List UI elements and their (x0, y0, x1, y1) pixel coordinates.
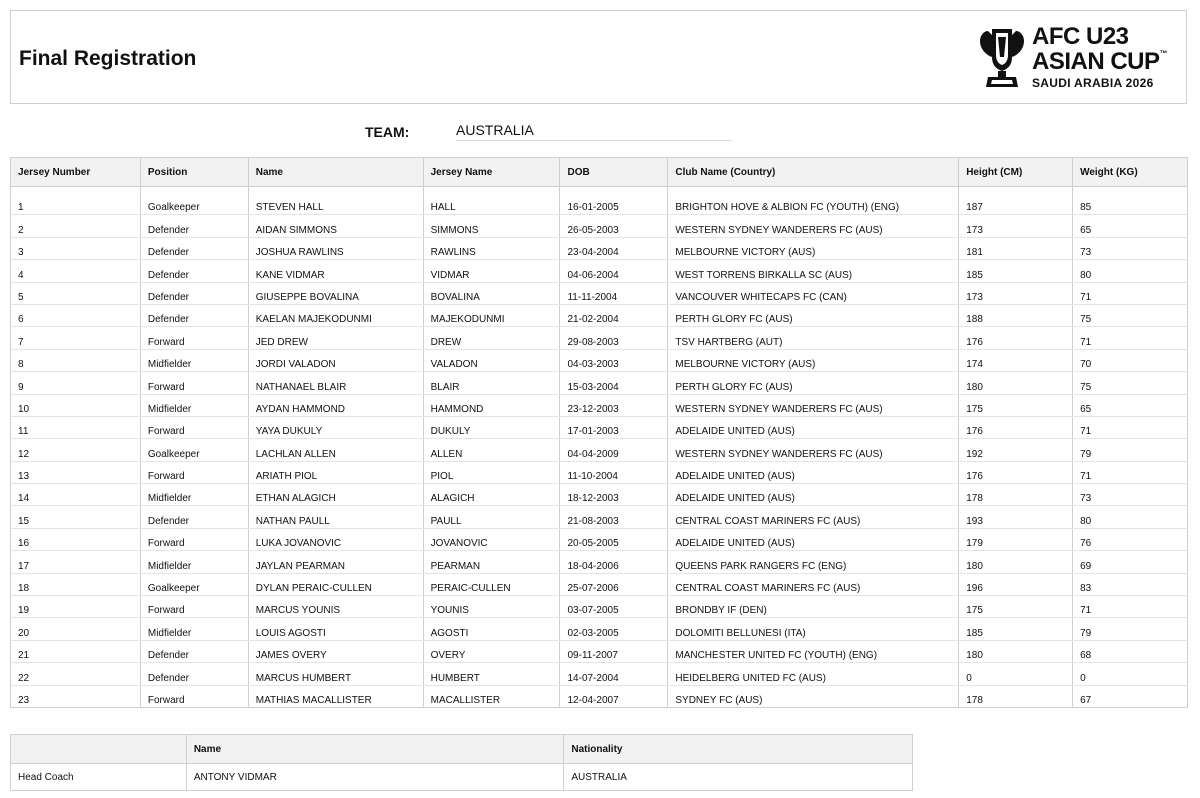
table-row (11, 304, 1188, 326)
table-cell: MAJEKODUNMI (423, 304, 560, 326)
players-column-header: Jersey Name (423, 158, 560, 187)
table-row (11, 484, 1188, 506)
table-cell: 73 (1073, 237, 1188, 259)
table-cell: WESTERN SYDNEY WANDERERS FC (AUS) (668, 215, 959, 237)
table-cell: 21 (11, 640, 141, 662)
table-cell: PERAIC-CULLEN (423, 573, 560, 595)
table-cell: 175 (959, 394, 1073, 416)
table-cell: BRIGHTON HOVE & ALBION FC (YOUTH) (ENG) (668, 187, 959, 215)
table-cell: 76 (1073, 528, 1188, 550)
players-column-header: Height (CM) (959, 158, 1073, 187)
table-cell: Goalkeeper (140, 439, 248, 461)
table-cell: 09-11-2007 (560, 640, 668, 662)
table-cell: 79 (1073, 618, 1188, 640)
table-cell: SYDNEY FC (AUS) (668, 685, 959, 707)
table-cell: VIDMAR (423, 260, 560, 282)
table-cell: LACHLAN ALLEN (248, 439, 423, 461)
table-cell: 16-01-2005 (560, 187, 668, 215)
table-row (11, 528, 1188, 550)
table-cell: LOUIS AGOSTI (248, 618, 423, 640)
table-cell: 71 (1073, 416, 1188, 438)
table-cell: 73 (1073, 484, 1188, 506)
table-cell: ALAGICH (423, 484, 560, 506)
table-cell: KANE VIDMAR (248, 260, 423, 282)
table-cell: 15-03-2004 (560, 372, 668, 394)
staff-column-header (11, 735, 187, 764)
table-cell: 23 (11, 685, 141, 707)
table-cell: AUSTRALIA (564, 764, 913, 791)
table-cell: 71 (1073, 327, 1188, 349)
table-cell: KAELAN MAJEKODUNMI (248, 304, 423, 326)
table-cell: Forward (140, 416, 248, 438)
table-cell: 180 (959, 640, 1073, 662)
table-cell: Midfielder (140, 349, 248, 371)
table-row (11, 439, 1188, 461)
team-underline (456, 140, 732, 141)
table-row (11, 260, 1188, 282)
table-cell: HUMBERT (423, 663, 560, 685)
logo-line2: ASIAN CUP (1032, 48, 1160, 75)
table-cell: JAYLAN PEARMAN (248, 551, 423, 573)
table-cell: Defender (140, 237, 248, 259)
table-cell: 03-07-2005 (560, 596, 668, 618)
table-cell: Goalkeeper (140, 573, 248, 595)
table-cell: 4 (11, 260, 141, 282)
table-cell: GIUSEPPE BOVALINA (248, 282, 423, 304)
table-cell: 176 (959, 327, 1073, 349)
table-cell: PIOL (423, 461, 560, 483)
table-cell: ADELAIDE UNITED (AUS) (668, 528, 959, 550)
table-cell: Defender (140, 282, 248, 304)
table-cell: 18 (11, 573, 141, 595)
table-cell: 11-11-2004 (560, 282, 668, 304)
table-cell: 04-04-2009 (560, 439, 668, 461)
staff-column-header: Nationality (564, 735, 913, 764)
trophy-logo-icon (974, 27, 1030, 89)
table-cell: 185 (959, 260, 1073, 282)
table-cell: 185 (959, 618, 1073, 640)
logo-tm: ™ (1159, 49, 1168, 58)
table-cell: Defender (140, 215, 248, 237)
table-cell: DOLOMITI BELLUNESI (ITA) (668, 618, 959, 640)
staff-table (10, 734, 913, 791)
table-cell: 04-03-2003 (560, 349, 668, 371)
table-cell: 75 (1073, 304, 1188, 326)
table-row (11, 596, 1188, 618)
table-cell: CENTRAL COAST MARINERS FC (AUS) (668, 506, 959, 528)
table-cell: 11-10-2004 (560, 461, 668, 483)
table-cell: 11 (11, 416, 141, 438)
table-cell: Defender (140, 260, 248, 282)
table-cell: 3 (11, 237, 141, 259)
table-cell: MANCHESTER UNITED FC (YOUTH) (ENG) (668, 640, 959, 662)
table-cell: PAULL (423, 506, 560, 528)
table-cell: AYDAN HAMMOND (248, 394, 423, 416)
table-row (11, 237, 1188, 259)
table-cell: 21-08-2003 (560, 506, 668, 528)
staff-header-row (11, 735, 913, 764)
table-cell: 196 (959, 573, 1073, 595)
table-cell: ALLEN (423, 439, 560, 461)
table-cell: 69 (1073, 551, 1188, 573)
players-column-header: Name (248, 158, 423, 187)
table-cell: 20 (11, 618, 141, 640)
table-cell: 6 (11, 304, 141, 326)
table-row (11, 282, 1188, 304)
table-row (11, 618, 1188, 640)
table-cell: 0 (959, 663, 1073, 685)
table-cell: Midfielder (140, 484, 248, 506)
table-cell: 180 (959, 551, 1073, 573)
table-row (11, 551, 1188, 573)
table-cell: Forward (140, 372, 248, 394)
table-cell: 193 (959, 506, 1073, 528)
table-cell: Midfielder (140, 394, 248, 416)
table-cell: 175 (959, 596, 1073, 618)
table-cell: Defender (140, 640, 248, 662)
players-header-row (11, 158, 1188, 187)
team-row (365, 120, 735, 142)
table-cell: 176 (959, 416, 1073, 438)
table-cell: MATHIAS MACALLISTER (248, 685, 423, 707)
table-cell: JAMES OVERY (248, 640, 423, 662)
table-cell: AGOSTI (423, 618, 560, 640)
table-cell: WESTERN SYDNEY WANDERERS FC (AUS) (668, 394, 959, 416)
table-row (11, 640, 1188, 662)
table-cell: TSV HARTBERG (AUT) (668, 327, 959, 349)
table-cell: 8 (11, 349, 141, 371)
table-cell: PERTH GLORY FC (AUS) (668, 304, 959, 326)
table-cell: WEST TORRENS BIRKALLA SC (AUS) (668, 260, 959, 282)
table-cell: 14 (11, 484, 141, 506)
table-cell: MARCUS YOUNIS (248, 596, 423, 618)
table-cell: 70 (1073, 349, 1188, 371)
tournament-logo (974, 23, 1174, 95)
table-row (11, 685, 1188, 707)
table-cell: 188 (959, 304, 1073, 326)
table-cell: 75 (1073, 372, 1188, 394)
table-cell: 15 (11, 506, 141, 528)
table-row (11, 506, 1188, 528)
table-cell: JOSHUA RAWLINS (248, 237, 423, 259)
table-cell: 68 (1073, 640, 1188, 662)
table-cell: 187 (959, 187, 1073, 215)
table-cell: 67 (1073, 685, 1188, 707)
table-cell: 23-12-2003 (560, 394, 668, 416)
table-cell: Forward (140, 685, 248, 707)
table-cell: Midfielder (140, 618, 248, 640)
table-cell: 80 (1073, 506, 1188, 528)
table-cell: DREW (423, 327, 560, 349)
table-cell: Defender (140, 663, 248, 685)
players-column-header: Weight (KG) (1073, 158, 1188, 187)
team-value: AUSTRALIA (456, 122, 534, 138)
table-row (11, 461, 1188, 483)
table-cell: JED DREW (248, 327, 423, 349)
team-label: TEAM: (365, 124, 410, 140)
table-cell: BLAIR (423, 372, 560, 394)
table-cell: 179 (959, 528, 1073, 550)
table-cell: Forward (140, 596, 248, 618)
table-cell: 10 (11, 394, 141, 416)
table-cell: 17 (11, 551, 141, 573)
table-cell: Forward (140, 461, 248, 483)
table-cell: 21-02-2004 (560, 304, 668, 326)
table-cell: 173 (959, 282, 1073, 304)
players-column-header: DOB (560, 158, 668, 187)
players-column-header: Club Name (Country) (668, 158, 959, 187)
table-cell: MARCUS HUMBERT (248, 663, 423, 685)
table-cell: ANTONY VIDMAR (186, 764, 564, 791)
table-cell: STEVEN HALL (248, 187, 423, 215)
players-body (11, 187, 1188, 708)
table-cell: RAWLINS (423, 237, 560, 259)
page-title: Final Registration (19, 47, 197, 70)
table-cell: 80 (1073, 260, 1188, 282)
table-cell: OVERY (423, 640, 560, 662)
table-cell: 65 (1073, 394, 1188, 416)
table-cell: 5 (11, 282, 141, 304)
table-cell: LUKA JOVANOVIC (248, 528, 423, 550)
table-cell: 180 (959, 372, 1073, 394)
table-row (11, 663, 1188, 685)
header-panel (10, 10, 1187, 104)
table-cell: 9 (11, 372, 141, 394)
table-cell: Forward (140, 327, 248, 349)
table-cell: 0 (1073, 663, 1188, 685)
players-column-header: Position (140, 158, 248, 187)
table-row (11, 573, 1188, 595)
table-cell: CENTRAL COAST MARINERS FC (AUS) (668, 573, 959, 595)
table-cell: 83 (1073, 573, 1188, 595)
table-cell: 25-07-2006 (560, 573, 668, 595)
table-cell: Head Coach (11, 764, 187, 791)
logo-wordmark: AFC U23 ASIAN CUP™ SAUDI ARABIA 2026 (1032, 23, 1168, 90)
table-cell: PERTH GLORY FC (AUS) (668, 372, 959, 394)
table-cell: 04-06-2004 (560, 260, 668, 282)
table-cell: 71 (1073, 461, 1188, 483)
table-row (11, 215, 1188, 237)
table-cell: Defender (140, 304, 248, 326)
table-cell: NATHANAEL BLAIR (248, 372, 423, 394)
table-cell: JOVANOVIC (423, 528, 560, 550)
table-cell: ARIATH PIOL (248, 461, 423, 483)
table-cell: PEARMAN (423, 551, 560, 573)
table-cell: JORDI VALADON (248, 349, 423, 371)
table-cell: HEIDELBERG UNITED FC (AUS) (668, 663, 959, 685)
table-cell: Midfielder (140, 551, 248, 573)
table-cell: BRONDBY IF (DEN) (668, 596, 959, 618)
table-cell: 22 (11, 663, 141, 685)
table-cell: MELBOURNE VICTORY (AUS) (668, 349, 959, 371)
table-cell: 178 (959, 484, 1073, 506)
table-cell: ADELAIDE UNITED (AUS) (668, 416, 959, 438)
table-cell: Defender (140, 506, 248, 528)
table-cell: 71 (1073, 596, 1188, 618)
table-cell: HALL (423, 187, 560, 215)
players-column-header: Jersey Number (11, 158, 141, 187)
table-cell: MELBOURNE VICTORY (AUS) (668, 237, 959, 259)
staff-body (11, 764, 913, 791)
logo-line3: SAUDI ARABIA 2026 (1032, 76, 1154, 90)
table-cell: 18-12-2003 (560, 484, 668, 506)
table-cell: ADELAIDE UNITED (AUS) (668, 461, 959, 483)
table-row (11, 372, 1188, 394)
table-cell: ADELAIDE UNITED (AUS) (668, 484, 959, 506)
table-cell: 23-04-2004 (560, 237, 668, 259)
table-cell: 14-07-2004 (560, 663, 668, 685)
table-row (11, 349, 1188, 371)
table-cell: 26-05-2003 (560, 215, 668, 237)
table-cell: WESTERN SYDNEY WANDERERS FC (AUS) (668, 439, 959, 461)
table-row (11, 394, 1188, 416)
staff-column-header: Name (186, 735, 564, 764)
table-cell: 174 (959, 349, 1073, 371)
table-cell: 178 (959, 685, 1073, 707)
table-cell: YOUNIS (423, 596, 560, 618)
table-cell: 12 (11, 439, 141, 461)
table-cell: 02-03-2005 (560, 618, 668, 640)
table-cell: Goalkeeper (140, 187, 248, 215)
table-row (11, 416, 1188, 438)
table-cell: 79 (1073, 439, 1188, 461)
table-cell: HAMMOND (423, 394, 560, 416)
table-cell: SIMMONS (423, 215, 560, 237)
table-cell: 176 (959, 461, 1073, 483)
table-cell: BOVALINA (423, 282, 560, 304)
table-cell: 192 (959, 439, 1073, 461)
table-cell: VANCOUVER WHITECAPS FC (CAN) (668, 282, 959, 304)
table-cell: 29-08-2003 (560, 327, 668, 349)
table-cell: 16 (11, 528, 141, 550)
table-cell: Forward (140, 528, 248, 550)
table-cell: 17-01-2003 (560, 416, 668, 438)
table-row (11, 327, 1188, 349)
table-cell: AIDAN SIMMONS (248, 215, 423, 237)
table-cell: 13 (11, 461, 141, 483)
table-cell: DYLAN PERAIC-CULLEN (248, 573, 423, 595)
table-cell: 173 (959, 215, 1073, 237)
table-row (11, 187, 1188, 215)
players-table (10, 157, 1188, 708)
table-cell: 12-04-2007 (560, 685, 668, 707)
table-cell: YAYA DUKULY (248, 416, 423, 438)
table-cell: MACALLISTER (423, 685, 560, 707)
table-cell: 85 (1073, 187, 1188, 215)
table-cell: 2 (11, 215, 141, 237)
table-cell: 1 (11, 187, 141, 215)
table-cell: VALADON (423, 349, 560, 371)
table-cell: 7 (11, 327, 141, 349)
table-cell: ETHAN ALAGICH (248, 484, 423, 506)
table-cell: 71 (1073, 282, 1188, 304)
table-cell: QUEENS PARK RANGERS FC (ENG) (668, 551, 959, 573)
table-cell: 65 (1073, 215, 1188, 237)
table-cell: 181 (959, 237, 1073, 259)
table-row (11, 764, 913, 791)
table-cell: 18-04-2006 (560, 551, 668, 573)
table-cell: NATHAN PAULL (248, 506, 423, 528)
table-cell: DUKULY (423, 416, 560, 438)
table-cell: 20-05-2005 (560, 528, 668, 550)
table-cell: 19 (11, 596, 141, 618)
